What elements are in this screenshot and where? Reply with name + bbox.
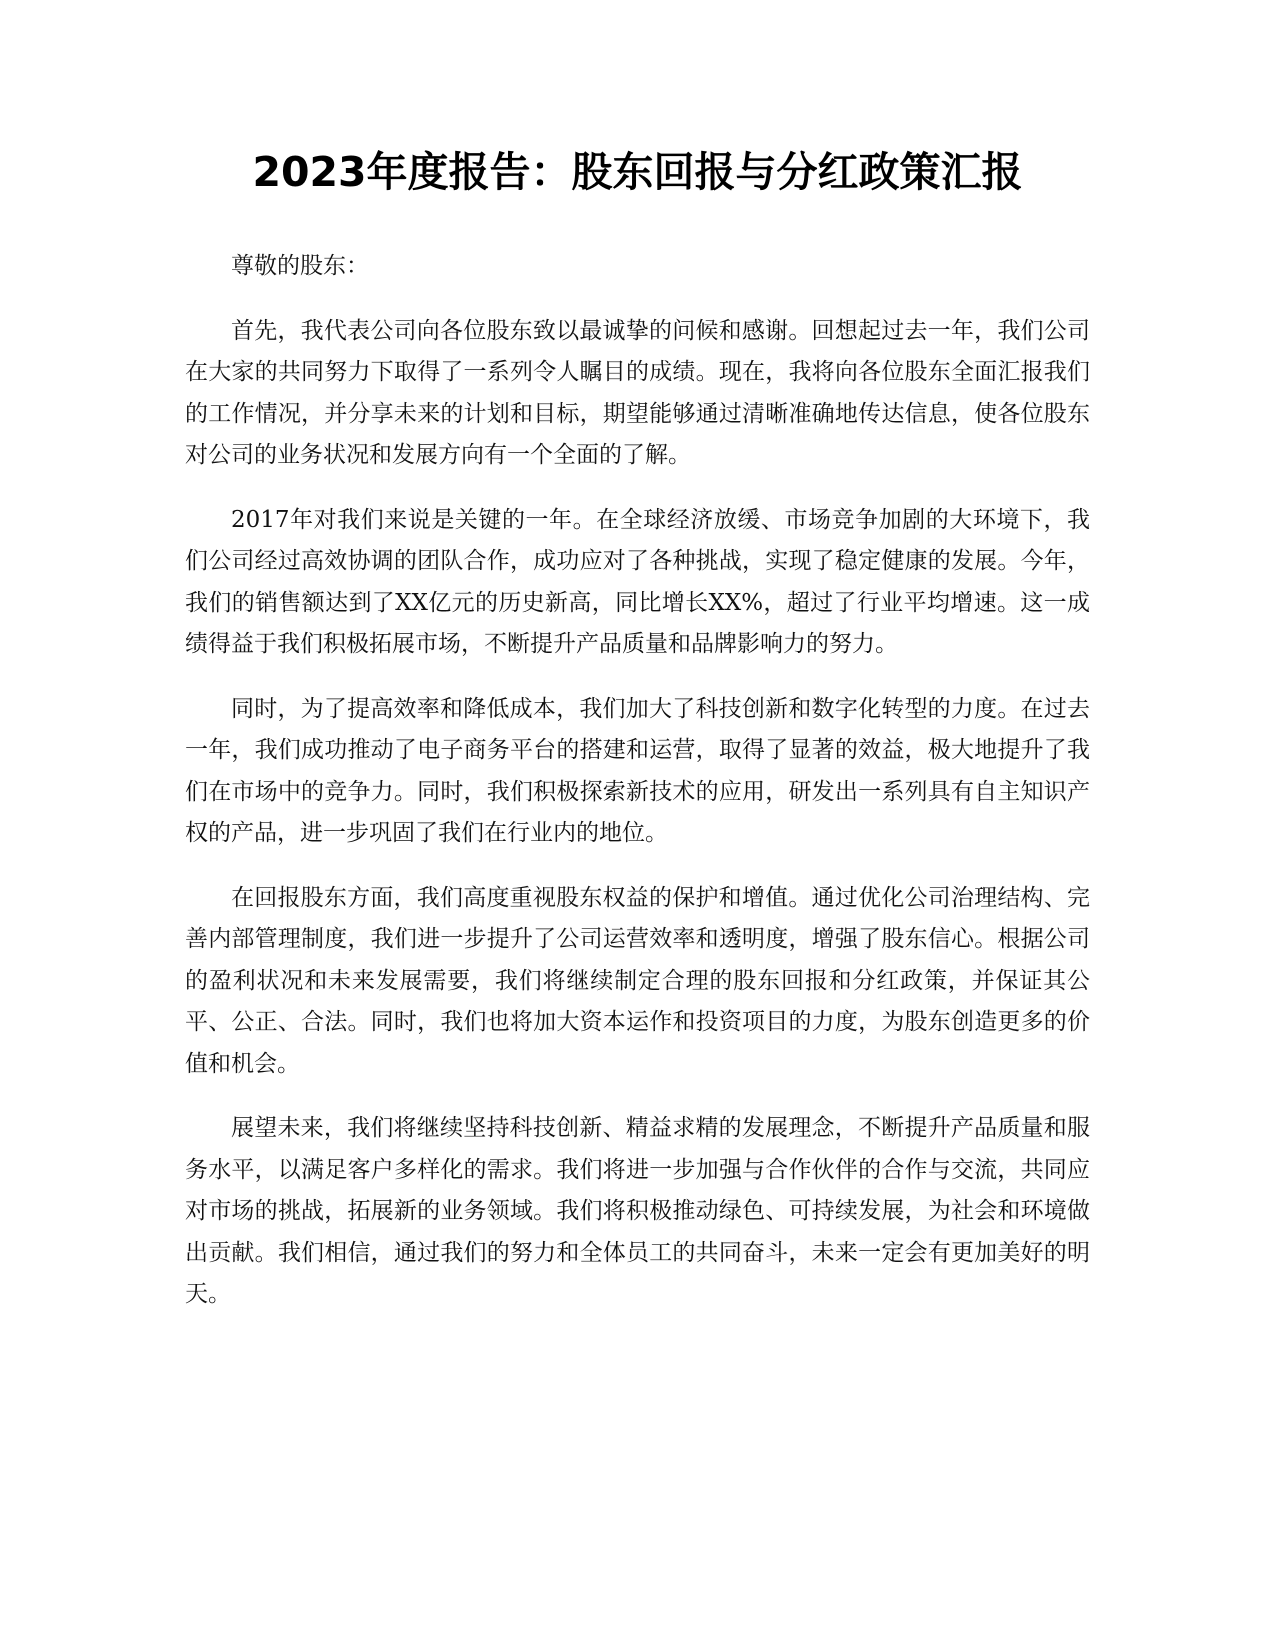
document-body <box>185 246 1090 1339</box>
paragraph-annual-performance: 2017年对我们来说是关键的一年。在全球经济放缓、市场竞争加剧的大环境下，我们公司经过高效协调的团队合作，成功应对了各种挑战，实现了稳定健康的发展。今年，我们的销售额达到了XX亿元的历史新高，同比增长XX%，超过了行业平均增速。这一成绩得益于我们积极拓展市场，不断提升产品质量和品牌影响力的努力。 <box>185 506 1090 657</box>
salutation: 尊敬的股东： <box>231 253 369 279</box>
paragraph-outlook: 展望未来，我们将继续坚持科技创新、精益求精的发展理念，不断提升产品质量和服务水平，以满足客户多样化的需求。我们将进一步加强与合作伙伴的合作与交流，共同应对市场的挑战，拓展新的业务领域。我们将积极推动绿色、可持续发展，为社会和环境做出贡献。我们相信，通过我们的努力和全体员工的共同奋斗，未来一定会有更加美好的明天。 <box>185 1115 1090 1307</box>
paragraph-innovation: 同时，为了提高效率和降低成本，我们加大了科技创新和数字化转型的力度。在过去一年，我们成功推动了电子商务平台的搭建和运营，取得了显著的效益，极大地提升了我们在市场中的竞争力。同时，我们积极探索新技术的应用，研发出一系列具有自主知识产权的产品，进一步巩固了我们在行业内的地位。 <box>185 695 1090 846</box>
paragraph-greeting: 首先，我代表公司向各位股东致以最诚挚的问候和感谢。回想起过去一年，我们公司在大家的共同努力下取得了一系列令人瞩目的成绩。现在，我将向各位股东全面汇报我们的工作情况，并分享未来的计划和目标，期望能够通过清晰准确地传达信息，使各位股东对公司的业务状况和发展方向有一个全面的了解。 <box>185 317 1090 468</box>
paragraph-shareholder-returns: 在回报股东方面，我们高度重视股东权益的保护和增值。通过优化公司治理结构、完善内部管理制度，我们进一步提升了公司运营效率和透明度，增强了股东信心。根据公司的盈利状况和未来发展需要，我们将继续制定合理的股东回报和分红政策，并保证其公平、公正、合法。同时，我们也将加大资本运作和投资项目的力度，为股东创造更多的价值和机会。 <box>185 884 1090 1077</box>
document-title: 2023年度报告：股东回报与分红政策汇报 <box>252 148 1023 196</box>
